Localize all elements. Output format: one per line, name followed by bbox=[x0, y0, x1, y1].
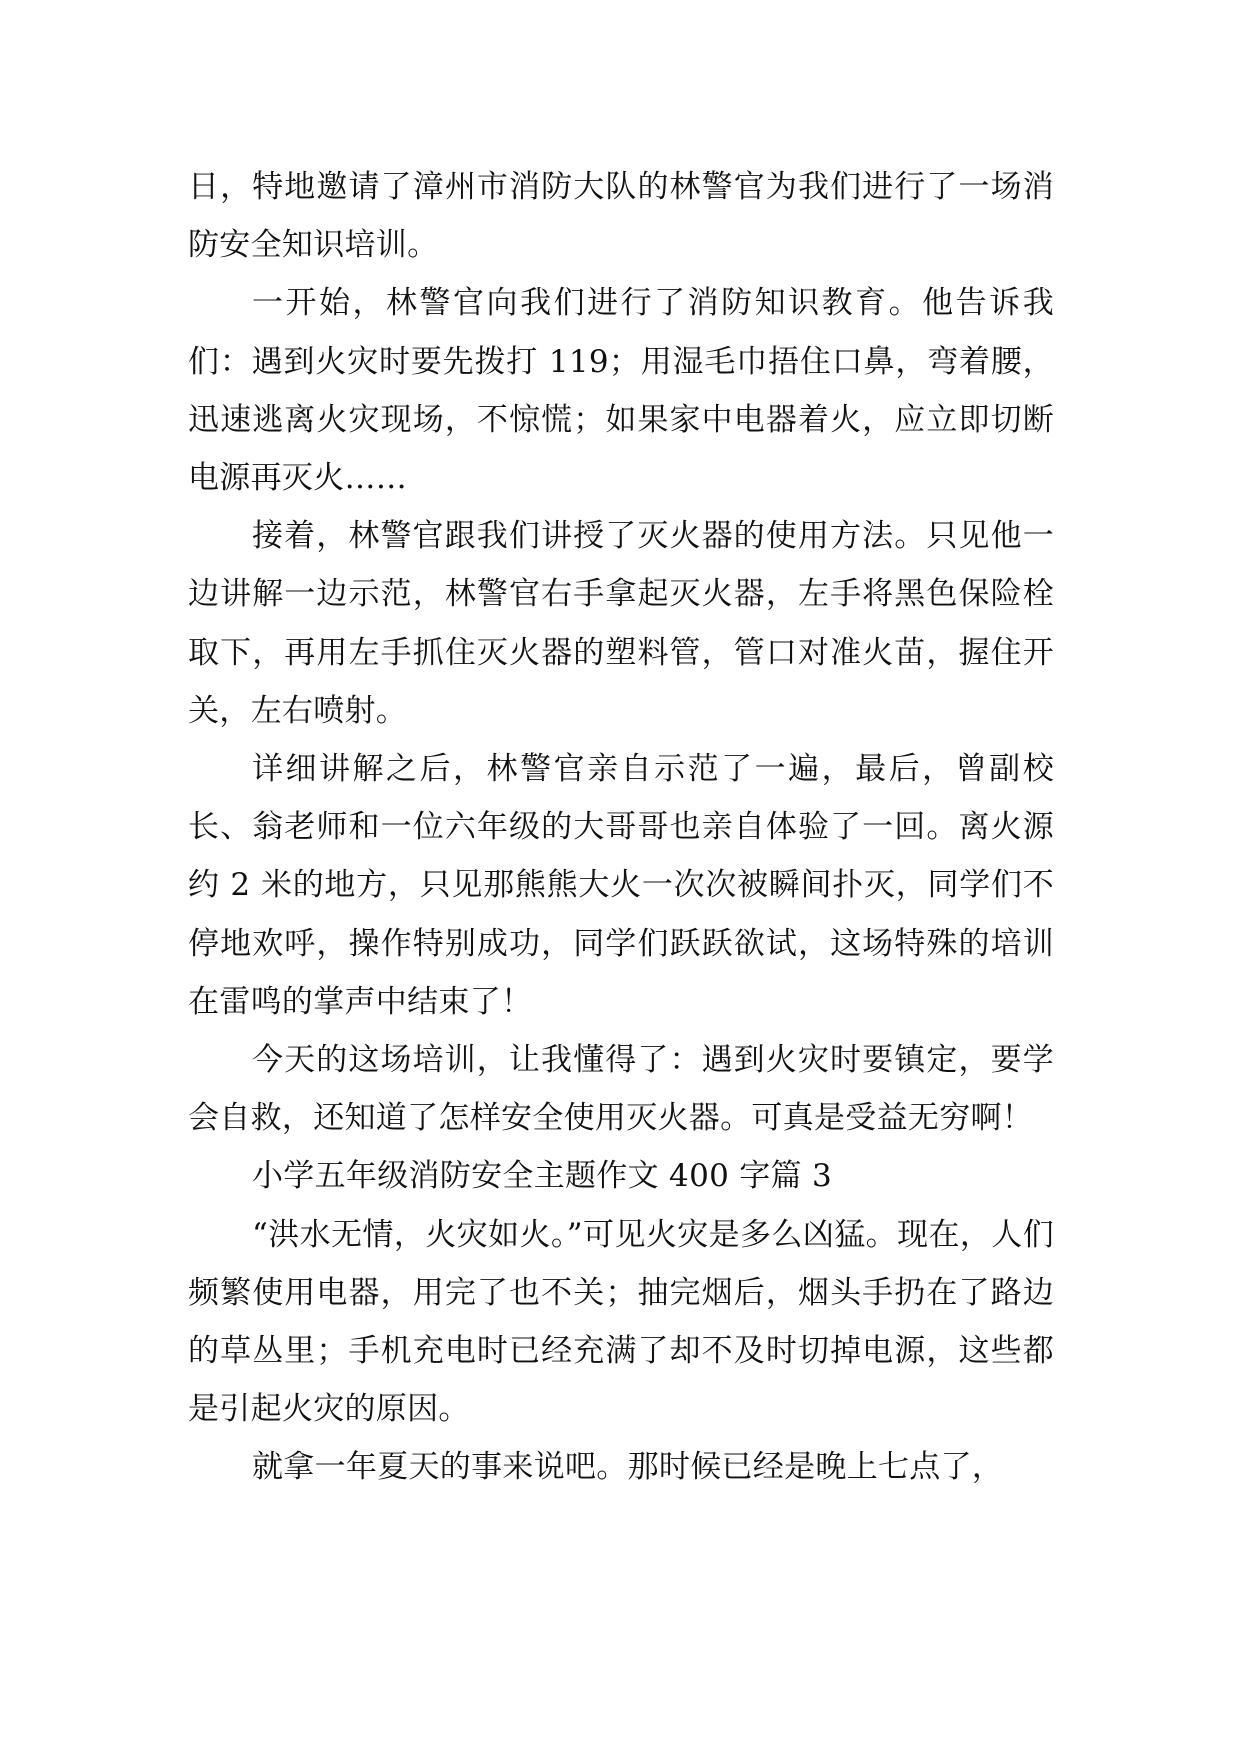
paragraph: 日，特地邀请了漳州市消防大队的林警官为我们进行了一场消防安全知识培训。 bbox=[188, 169, 1054, 264]
paragraph: 今天的这场培训，让我懂得了：遇到火灾时要镇定，要学会自救，还知道了怎样安全使用灭火器。可真是受益无穷啊！ bbox=[188, 1042, 1054, 1137]
paragraph: 接着，林警官跟我们讲授了灭火器的使用方法。只见他一边讲解一边示范，林警官右手拿起灭火器，左手将黑色保险栓取下，再用左手抓住灭火器的塑料管，管口对准火苗，握住开关，左右喷射。 bbox=[188, 518, 1054, 729]
paragraph: 就拿一年夏天的事来说吧。那时候已经是晚上七点了， bbox=[252, 1449, 1004, 1486]
document-body bbox=[188, 158, 1054, 1497]
section-heading: 小学五年级消防安全主题作文 400 字篇 3 bbox=[252, 1158, 833, 1195]
paragraph: 详细讲解之后，林警官亲自示范了一遍，最后，曾副校长、翁老师和一位六年级的大哥哥也亲自体验了一回。离火源约 2 米的地方，只见那熊熊大火一次次被瞬间扑灭，同学们不停地欢呼，操作特别成功，同学们跃跃欲试，这场特殊的培训在雷鸣的掌声中结束了！ bbox=[188, 751, 1054, 1020]
paragraph: 一开始，林警官向我们进行了消防知识教育。他告诉我们：遇到火灾时要先拨打 119；用湿毛巾捂住口鼻，弯着腰，迅速逃离火灾现场，不惊慌；如果家中电器着火，应立即切断电源再灭火…… bbox=[188, 285, 1054, 497]
paragraph: “洪水无情，火灾如火。”可见火灾是多么凶猛。现在，人们频繁使用电器，用完了也不关；抽完烟后，烟头手扔在了路边的草丛里；手机充电时已经充满了却不及时切掉电源，这些都是引起火灾的原因。 bbox=[188, 1216, 1054, 1428]
